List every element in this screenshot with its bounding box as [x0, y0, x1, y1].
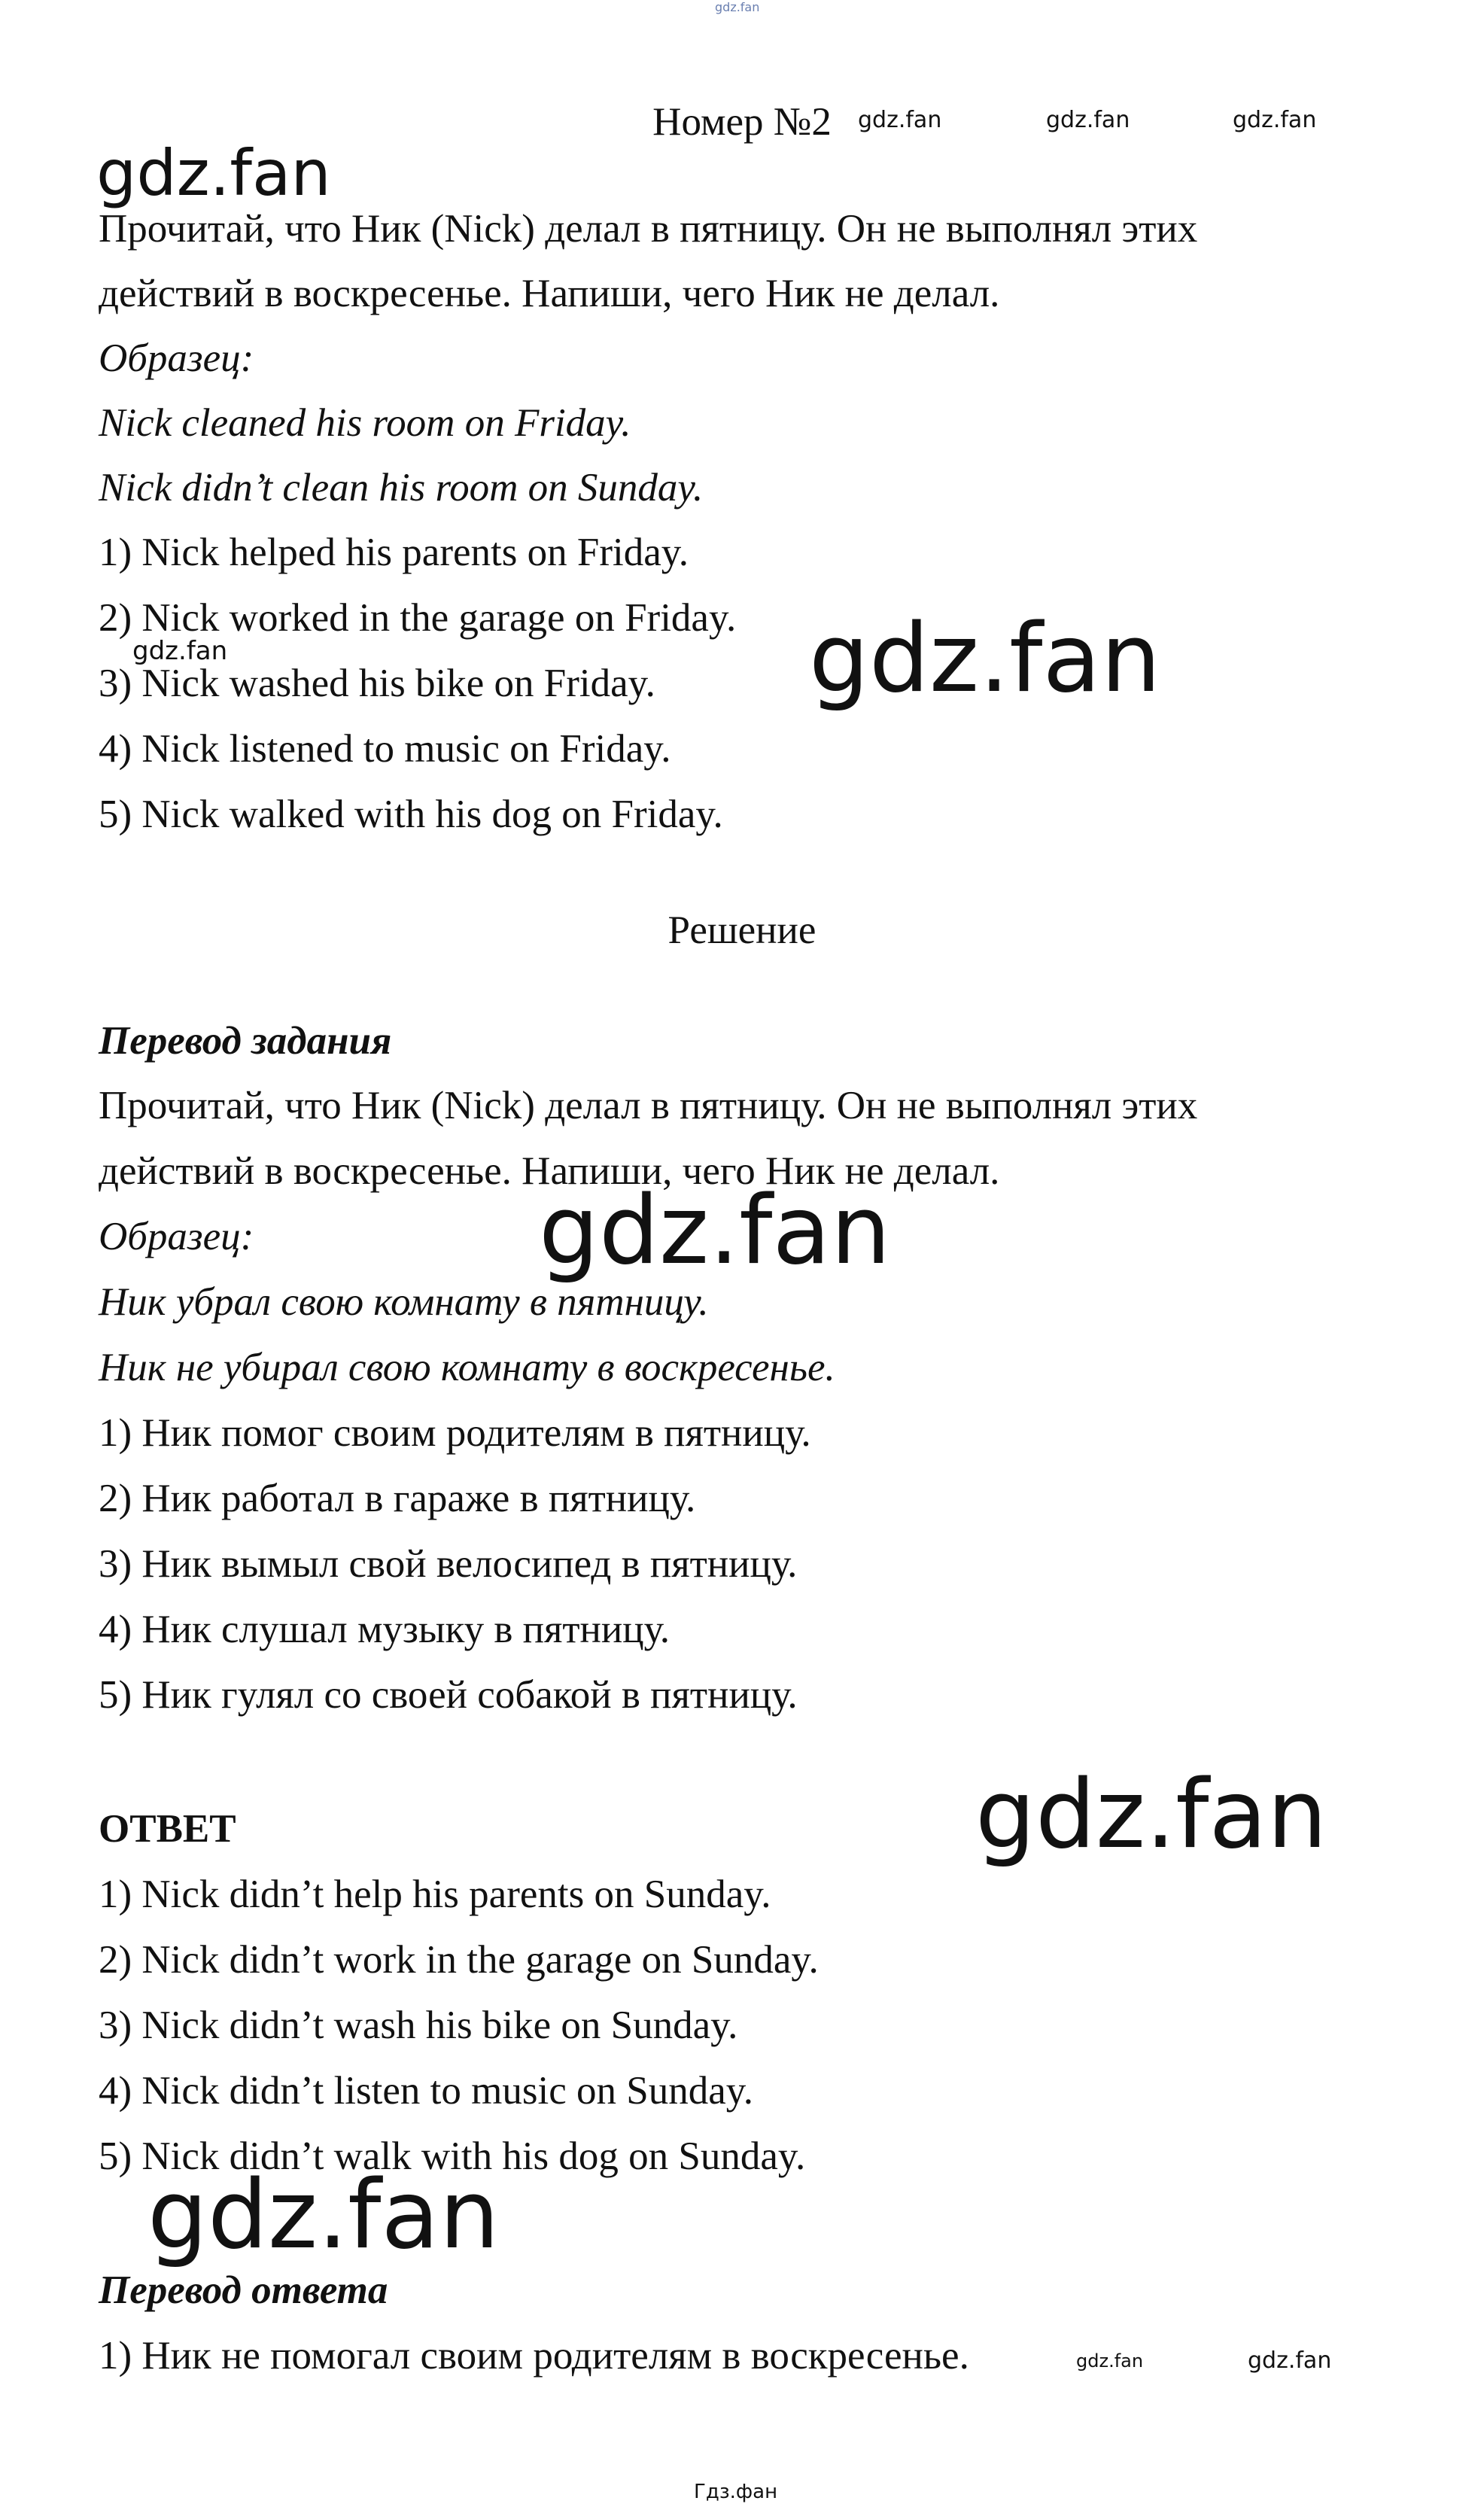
answer-item: 1) Nick didn’t help his parents on Sunday. [99, 1873, 771, 1916]
translation-line-1: Прочитай, что Ник (Nick) делал в пятницу. Он не выполнял этих [99, 1084, 1198, 1127]
page-title: Номер №2 [652, 100, 832, 144]
watermark: gdz.fan [975, 1759, 1327, 1870]
task-item: 5) Nick walked with his dog on Friday. [99, 793, 723, 836]
watermark: gdz.fan [1046, 107, 1130, 133]
translation-item: 4) Ник слушал музыку в пятницу. [99, 1608, 671, 1651]
answer-item: 4) Nick didn’t listen to music on Sunday. [99, 2069, 754, 2113]
watermark: gdz.fan [715, 0, 760, 14]
watermark: gdz.fan [132, 636, 228, 666]
sample-line-2: Nick didn’t clean his room on Sunday. [99, 466, 704, 510]
answer-item: 3) Nick didn’t wash his bike on Sunday. [99, 2003, 738, 2047]
task-line-1: Прочитай, что Ник (Nick) делал в пятницу. Он не выполнял этих [99, 207, 1198, 251]
task-item: 3) Nick washed his bike on Friday. [99, 662, 655, 705]
watermark: gdz.fan [1248, 2347, 1332, 2374]
translation-sample-line-1: Ник убрал свою комнату в пятницу. [99, 1280, 709, 1324]
watermark: gdz.fan [147, 2159, 500, 2270]
translation-sample-line-2: Ник не убирал свою комнату в воскресенье. [99, 1346, 835, 1389]
translation-heading: Перевод задания [99, 1019, 392, 1063]
translation-line-2: действий в воскресенье. Напиши, чего Ник не делал. [99, 1149, 1000, 1193]
task-item: 2) Nick worked in the garage on Friday. [99, 596, 737, 640]
answer-item: 2) Nick didn’t work in the garage on Sunday. [99, 1938, 819, 1982]
task-line-2: действий в воскресенье. Напиши, чего Ник не делал. [99, 272, 1000, 315]
translation-sample-label: Образец: [99, 1215, 254, 1258]
task-item: 4) Nick listened to music on Friday. [99, 727, 671, 771]
sample-label: Образец: [99, 336, 254, 380]
translation-item: 1) Ник помог своим родителям в пятницу. [99, 1411, 811, 1455]
translation-item: 5) Ник гулял со своей собакой в пятницу. [99, 1673, 798, 1717]
answer-translation-item: 1) Ник не помогал своим родителям в воскресенье. [99, 2334, 969, 2378]
solution-heading: Решение [667, 908, 817, 952]
translation-item: 2) Ник работал в гараже в пятницу. [99, 1477, 696, 1520]
answer-item: 5) Nick didn’t walk with his dog on Sunday. [99, 2134, 806, 2178]
watermark: gdz.fan [1233, 107, 1317, 133]
translation-item: 3) Ник вымыл свой велосипед в пятницу. [99, 1542, 798, 1586]
watermark: gdz.fan [809, 603, 1161, 713]
watermark: gdz.fan [96, 136, 331, 210]
answer-heading: ОТВЕТ [99, 1807, 236, 1851]
watermark: gdz.fan [539, 1175, 891, 1285]
watermark: gdz.fan [858, 107, 942, 133]
task-item: 1) Nick helped his parents on Friday. [99, 531, 689, 574]
answer-translation-heading: Перевод ответа [99, 2268, 388, 2312]
footer-watermark: Гдз.фан [694, 2481, 778, 2503]
sample-line-1: Nick cleaned his room on Friday. [99, 401, 631, 445]
watermark: gdz.fan [1076, 2350, 1144, 2372]
